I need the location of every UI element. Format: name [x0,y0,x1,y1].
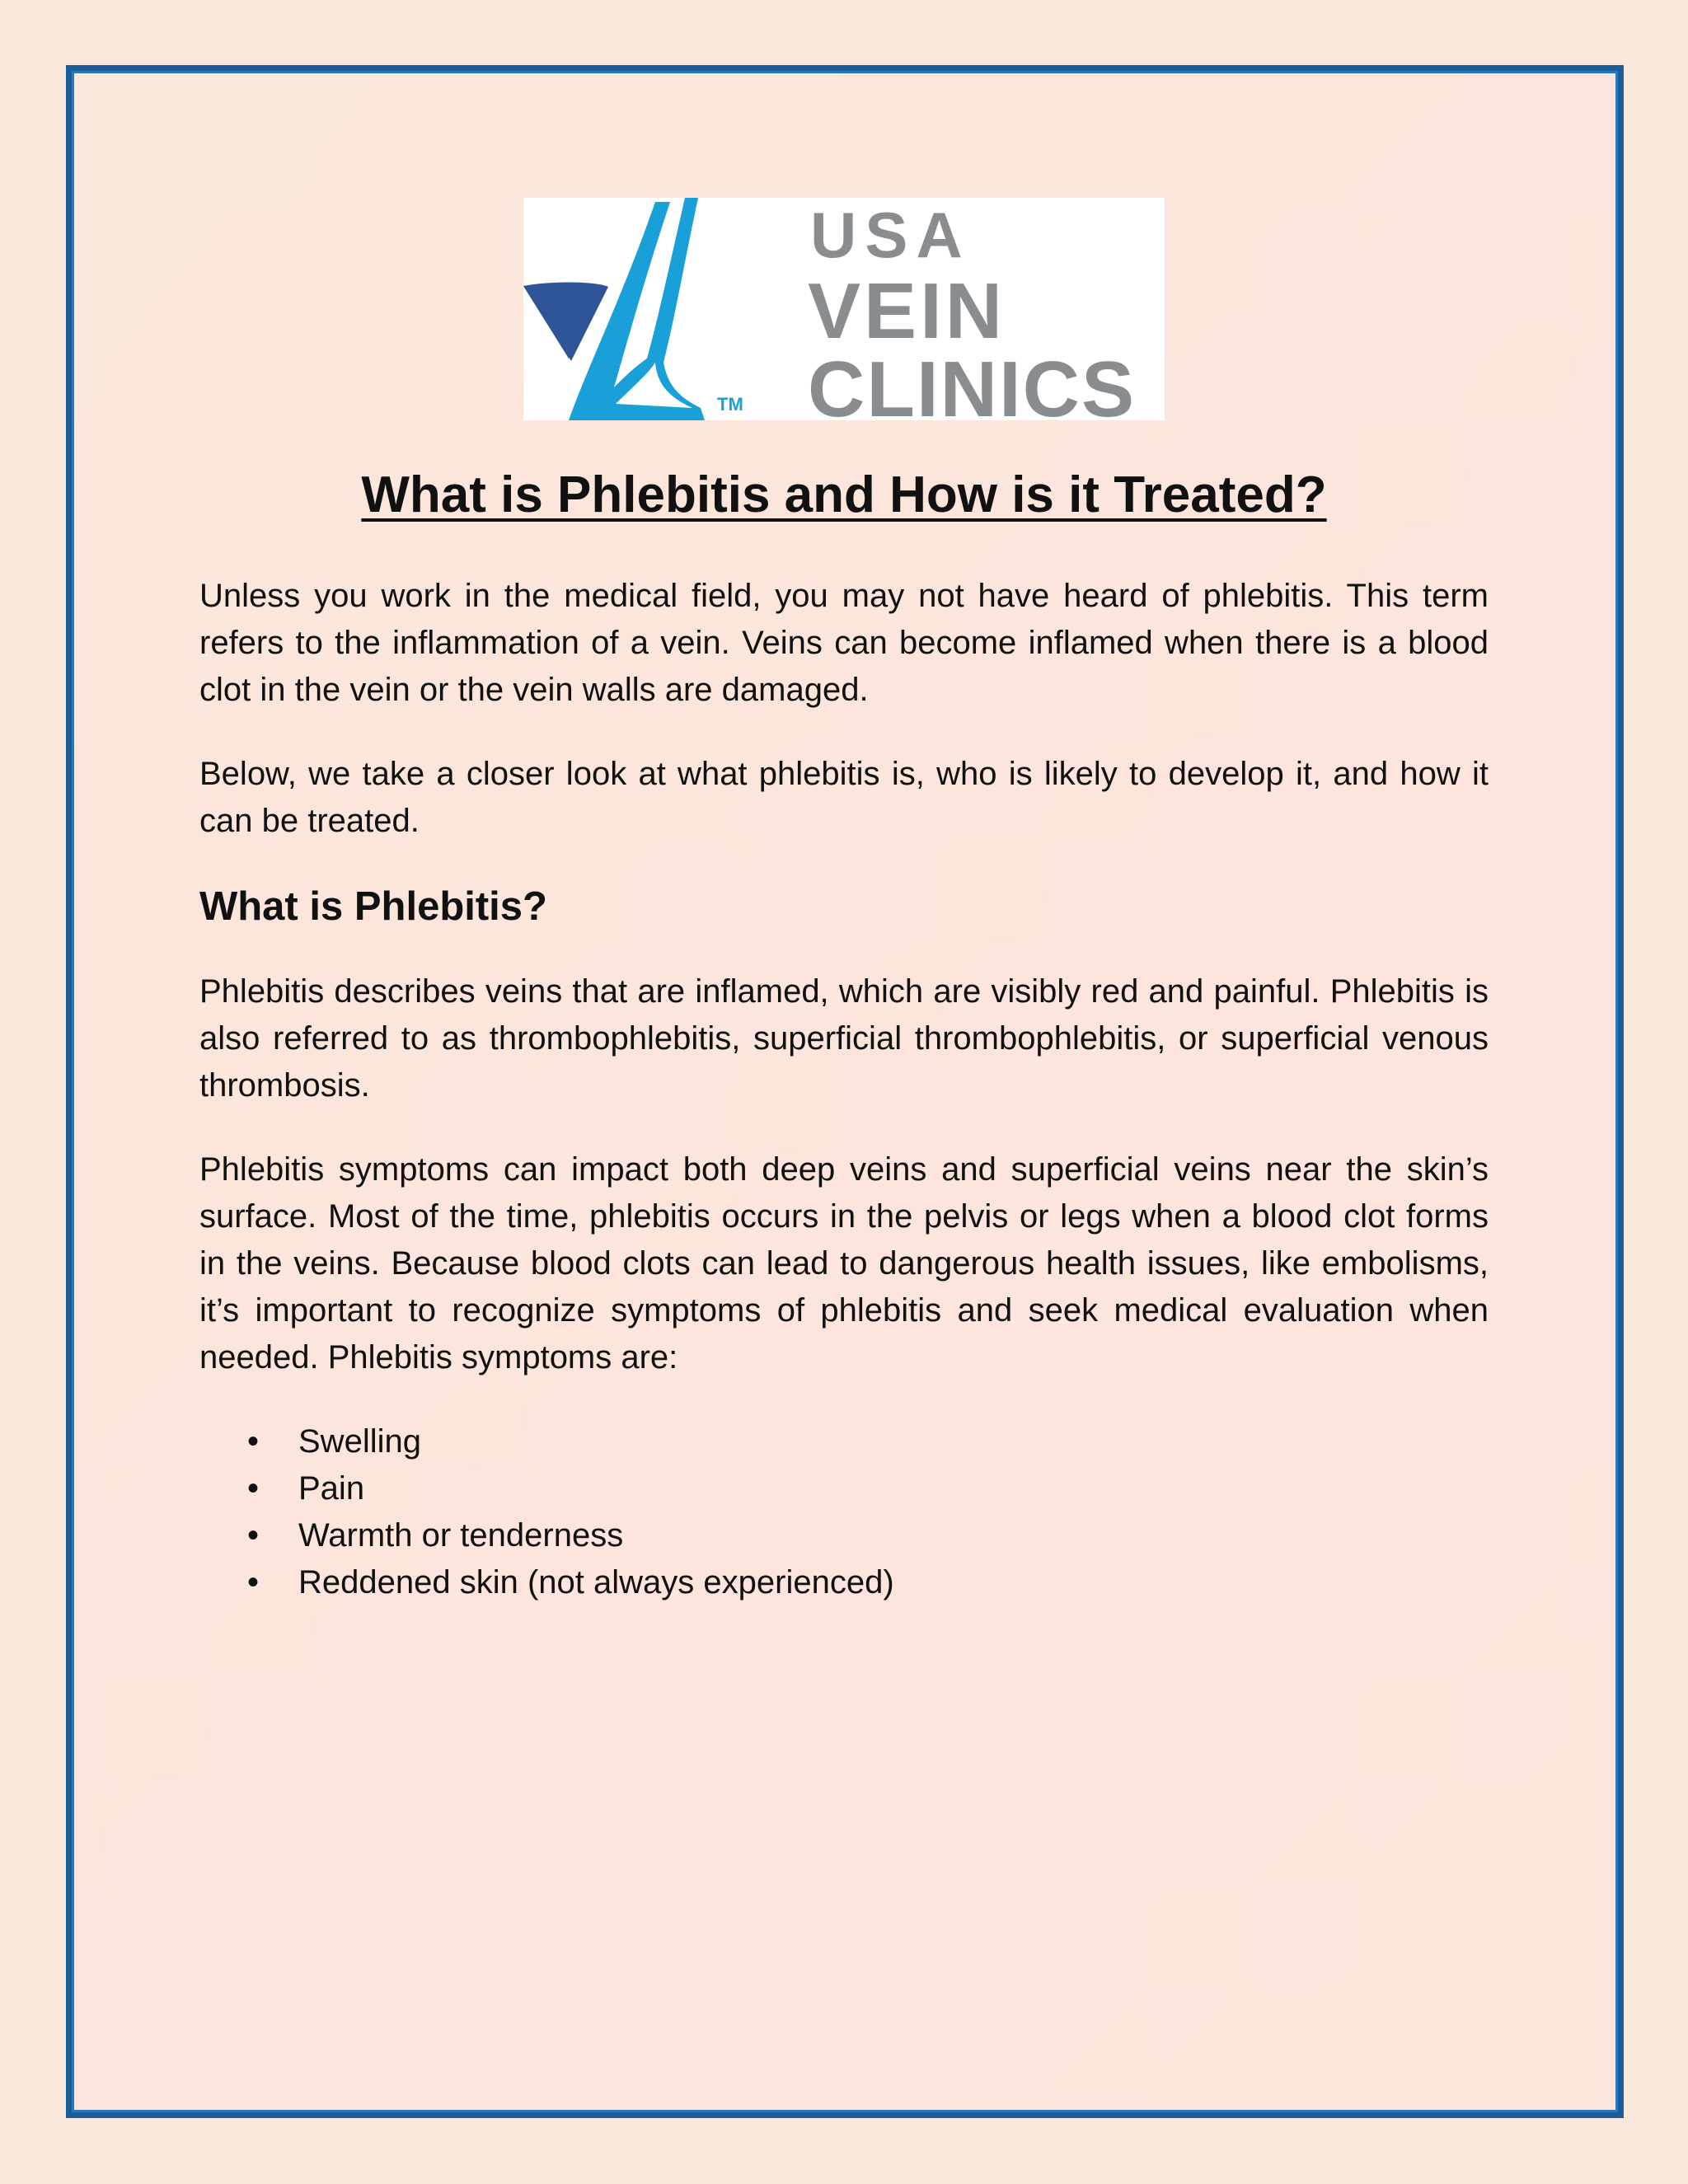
list-item-text: Pain [298,1470,365,1507]
logo-graphic [523,198,1165,420]
intro-paragraph-2: Below, we take a closer look at what phlebitis is, who is likely to develop it, and how it can be treated. [199,756,1489,839]
bullet-icon: • [247,1564,260,1601]
article-body [199,573,1489,1606]
section-paragraph-2: Phlebitis symptoms can impact both deep veins and superficial veins near the skin’s surface. Most of the time, phlebitis occurs in the pelvis or legs when a blood clot forms in the veins. Because blood clots can lead to dangerous health issues, like embolisms, it’s important to recognize symptoms of phlebitis and seek medical evaluation when needed. Phlebitis symptoms are: [199,1151,1489,1376]
list-item [247,1465,1489,1512]
intro-paragraph-1: Unless you work in the medical field, you may not have heard of phlebitis. This term refers to the inflammation of a vein. Veins can become inflamed when there is a blood clot in the vein or the vein walls are damaged. [199,578,1489,708]
list-item [247,1512,1489,1559]
list-item-text: Swelling [298,1423,421,1460]
logo-text-vein: VEIN [808,267,1006,355]
logo-text-usa: USA [810,199,971,271]
bullet-icon: • [247,1423,260,1460]
list-item [247,1418,1489,1465]
bullet-icon: • [247,1470,260,1507]
list-item-text: Reddened skin (not always experienced) [298,1564,894,1601]
section-heading: What is Phlebitis? [199,884,547,929]
logo-text-clinics: CLINICS [808,345,1136,420]
symptoms-list [199,1418,1489,1606]
usa-vein-clinics-logo [523,198,1165,420]
bullet-icon: • [247,1517,260,1554]
list-item-text: Warmth or tenderness [298,1517,624,1554]
logo-tm: TM [717,394,743,415]
page-title: What is Phlebitis and How is it Treated? [361,466,1327,523]
section-paragraph-1: Phlebitis describes veins that are inflamed, which are visibly red and painful. Phlebitis is also referred to as thrombophlebitis, superficial thrombophlebitis, or superficial venous thrombosis. [199,973,1489,1104]
list-item [247,1559,1489,1606]
